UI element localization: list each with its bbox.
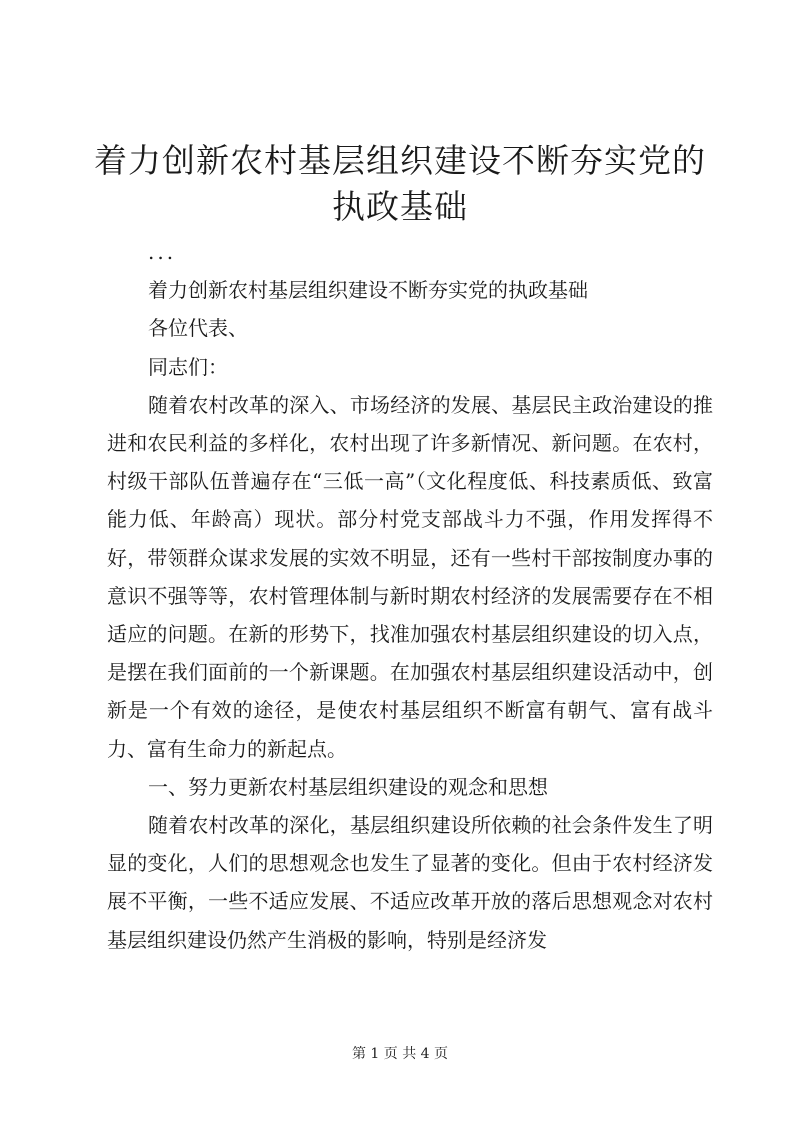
- page-footer: 第 1 页 共 4 页: [351, 1046, 449, 1062]
- body-subtitle: 着力创新农村基层组织建设不断夯实党的执政基础: [148, 278, 588, 303]
- body-paragraph: 随着农村改革的深化，基层组织建设所依赖的社会条件发生了明显的变化，人们的思想观念也发生了显著的变化。但由于农村经济发展不平衡，一些不适应发展、不适应改革开放的落后思想观念对农村基层组织建设仍然产生消极的影响，特别是经济发: [107, 813, 713, 952]
- salutation-representatives: 各位代表、: [148, 316, 248, 341]
- ellipsis-line: ...: [148, 240, 177, 264]
- document-title: 着力创新农村基层组织建设不断夯实党的执政基础: [94, 141, 706, 226]
- body-paragraph: 随着农村改革的深入、市场经济的发展、基层民主政治建设的推进和农民利益的多样化，农村出现了许多新情况、新问题。在农村，村级干部队伍普遍存在“三低一高”（文化程度低、科技素质低、致富能力低、年龄高）现状。部分村党支部战斗力不强，作用发挥得不好，带领群众谋求发展的实效不明显，还有一些村干部按制度办事的意识不强等等，农村管理体制与新时期农村经济的发展需要存在不相适应的问题。在新的形势下，找准加强农村基层组织建设的切入点，是摆在我们面前的一个新课题。在加强农村基层组织建设活动中，创新是一个有效的途径，是使农村基层组织不断富有朝气、富有战斗力、富有生命力的新起点。: [107, 392, 713, 761]
- salutation-comrades: 同志们：: [148, 354, 228, 379]
- section-heading: 一、努力更新农村基层组织建设的观念和思想: [148, 774, 548, 799]
- document-body: [107, 233, 713, 959]
